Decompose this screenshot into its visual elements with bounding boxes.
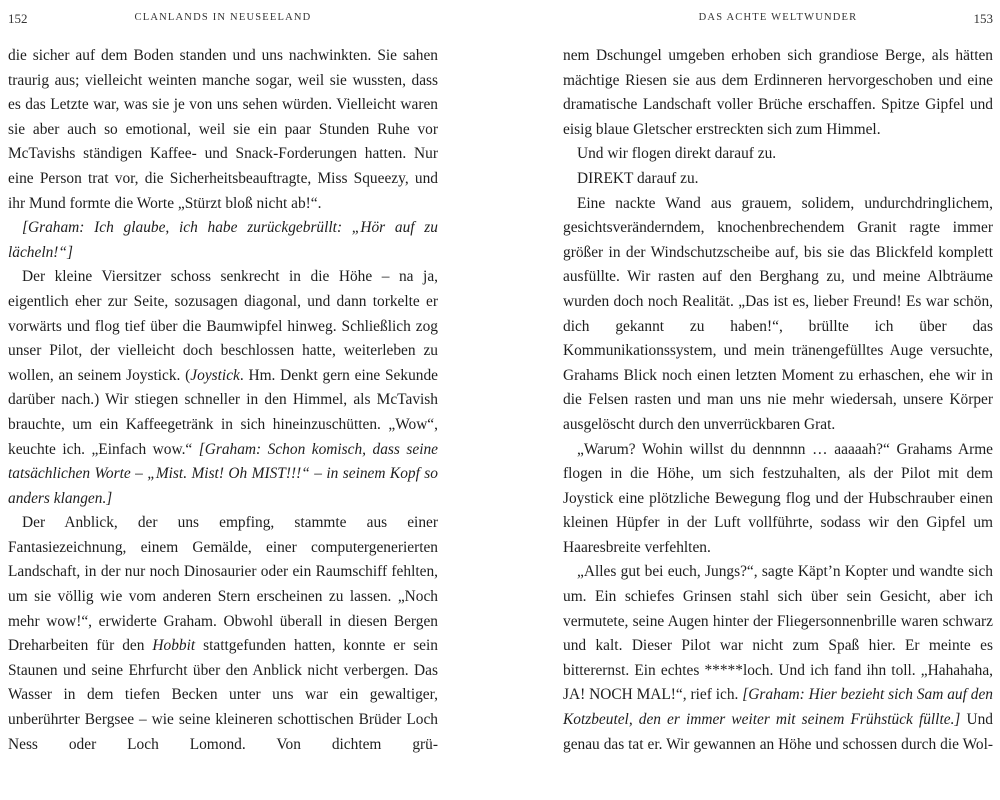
paragraph-text: Und genau das tat er. Wir gewannen an Höhe und schossen durch die Wol- [563, 711, 994, 753]
left-page [8, 0, 438, 800]
paragraph: nem Dschungel umgeben erhoben sich grandiose Berge, als hätten mächtige Riesen sie aus dem Erdinneren hervorgeschoben und eine dramatische Landschaft voller Brüche erschaffen. Spitze Gipfel und eisig blaue Gletscher erstreckten sich zum Himmel. [563, 47, 993, 138]
left-running-head: CLANLANDS IN NEUSEELAND [134, 12, 312, 23]
right-page-header [563, 11, 993, 27]
paragraph: Und wir flogen direkt darauf zu. [577, 145, 777, 163]
paragraph [8, 511, 438, 757]
left-page-number: 152 [8, 11, 28, 26]
left-page-body [8, 44, 438, 757]
paragraph-text: . Hm. Denkt gern eine Sekunde darüber nach.) Wir stiegen schneller in den Himmel, als McTavish brauchte, um ein Kaffeegetränk in sich hineinzuschütten. „Wow“, keuchte ich. „Einfach wow.“ [8, 366, 438, 458]
paragraph-aside [8, 216, 438, 265]
paragraph-text: Der kleine Viersitzer schoss senkrecht in die Höhe – na ja, eigentlich eher zur Seite, sozusagen diagonal, und dann torkelte er vorwärts und flog tief über die Baumwipfel hinweg. Schließlich zog unser Pilot, der vielleicht doch beschlossen hatte, weiterleben zu wollen, an seinem Joystick. ( [8, 268, 438, 384]
right-page-number: 153 [973, 11, 993, 26]
paragraph-text: Der Anblick, der uns empfing, stammte aus einer Fantasiezeichnung, einem Gemälde, einer computergenerierten Landschaft, in der nur noch Dinosaurier oder ein Raumschiff fehlten, um sie völlig wie vom anderen Stern erscheinen zu lassen. „Noch mehr wow!“, erwiderte Graham. Obwohl überall in diesen Bergen Dreharbeiten für den [8, 514, 438, 655]
emphasis: Joystick [190, 366, 240, 384]
paragraph-text: stattgefunden hatten, konnte er sein Staunen und seine Ehrfurcht über den Anblick nicht verbergen. Das Wasser in dem tiefen Becken unter uns war ein gewaltiger, unberührter Bergsee – wie seine kleineren schottischen Brüder Loch Ness oder Loch Lomond. Von dichtem grü- [8, 637, 438, 753]
paragraph: die sicher auf dem Boden standen und uns nachwinkten. Sie sahen traurig aus; vielleicht weinten manche sogar, weil sie wussten, dass es das Letzte war, was sie je von uns sehen würden. Vielleicht waren sie aber auch so emotional, weil sie ein paar Stunden Ruhe vor McTavishs ständigen Kaffee- und Snack-Forderungen hatten. Nur eine Person trat vor, die Sicherheitsbeauftragte, Miss Squeezy, und ihr Mund formte die Worte „Stürzt bloß nicht ab!“. [8, 47, 438, 212]
left-page-header [8, 11, 438, 27]
emphasis: Hobbit [152, 637, 196, 655]
paragraph [563, 560, 993, 757]
paragraph: Eine nackte Wand aus grauem, solidem, undurchdringlichem, gesichtsveränderndem, knochenbrechendem Granit ragte immer größer in der Windschutzscheibe auf, bis sie das Blickfeld komplett ausfüllte. Wir rasten auf den Berghang zu, und meine Albträume wurden doch noch Realität. „Das ist es, lieber Freund! Es war schön, dich gekannt zu haben!“, brüllte ich über das Kommunikationssystem, und mein tränengefülltes Auge versuchte, Grahams Blick noch einen letzten Moment zu erhaschen, ehe wir in die Felsen rasten und man uns nie mehr wiedersah, unsere Körper ausgelöscht durch den unverrückbaren Grat. [563, 194, 993, 433]
paragraph [8, 265, 438, 511]
right-page [563, 0, 993, 800]
right-running-head: DAS ACHTE WELTWUNDER [698, 12, 858, 23]
paragraph: DIREKT darauf zu. [577, 169, 699, 187]
right-page-body [563, 44, 993, 757]
graham-aside: [Graham: Schon komisch, dass seine tatsächlichen Worte – „Mist. Mist! Oh MIST!!!“ – in seinem Kopf so anders klangen.] [8, 440, 438, 507]
paragraph: „Warum? Wohin willst du dennnnn … aaaaah?“ Grahams Arme flogen in die Höhe, um sich festzuhalten, als der Pilot mit dem Joystick eine plötzliche Bewegung flog und der Hubschrauber einen kleinen Hüpfer in der Luft vollführte, sodass wir den Gipfel um Haaresbreite verfehlten. [563, 440, 993, 556]
graham-aside: [Graham: Hier bezieht sich Sam auf den Kotzbeutel, den er immer weiter mit seinem Frühstück füllte.] [563, 686, 993, 729]
paragraph-text: „Alles gut bei euch, Jungs?“, sagte Käpt’n Kopter und wandte sich um. Ein schiefes Grinsen stahl sich über sein Gesicht, aber ich vermutete, seine Augen hinter der Fliegersonnenbrille waren schwarz und kalt. Dieser Pilot war nicht zum Spaß hier. Er meinte es bitterernst. Ein echtes *****loch. Und ich fand ihn toll. „Hahahaha, JA! NOCH MAL!“, rief ich. [563, 563, 993, 704]
graham-aside: [Graham: Ich glaube, ich habe zurückgebrüllt: „Hör auf zu lächeln!“] [8, 219, 438, 261]
